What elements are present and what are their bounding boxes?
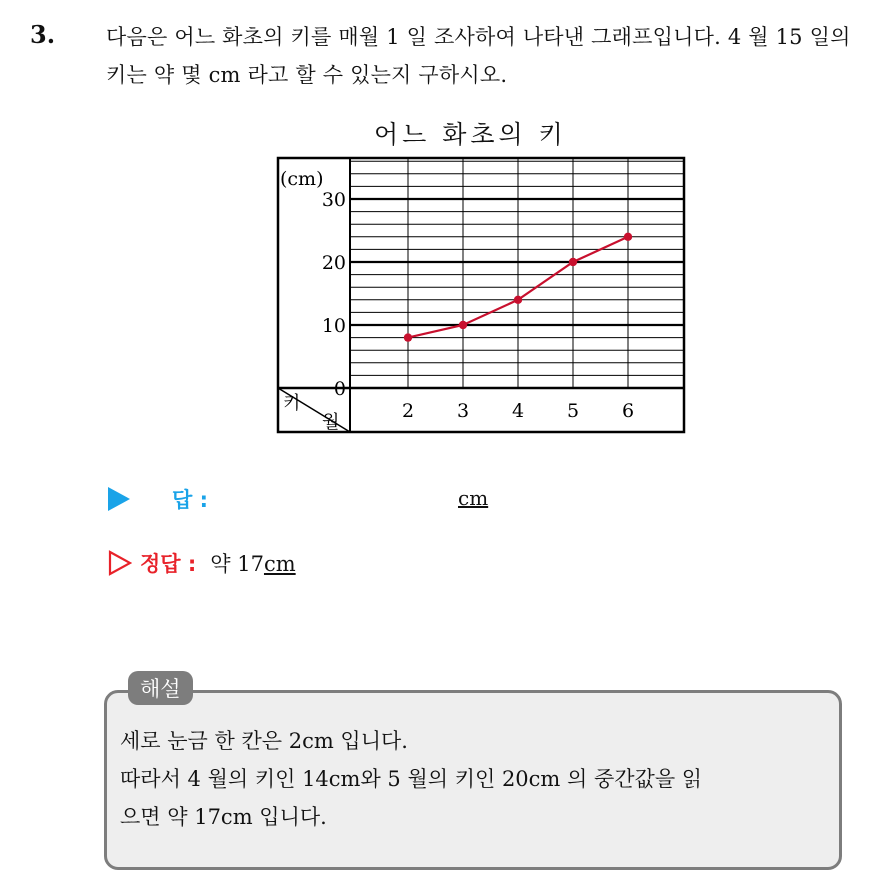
correct-unit: cm	[263, 552, 296, 576]
data-point	[624, 233, 632, 241]
y-tick-label: 10	[321, 315, 346, 337]
correct-value	[210, 548, 295, 578]
corner-top-label: 키	[283, 393, 301, 414]
answer-row	[108, 484, 208, 514]
explanation-tag: 해설	[128, 671, 193, 705]
x-tick-label: 4	[511, 400, 525, 422]
x-tick-label: 2	[401, 400, 415, 422]
y-tick-label: 0	[333, 378, 346, 400]
explanation-line: 세로 눈금 한 칸은 2cm 입니다.	[120, 729, 408, 753]
answer-label: 답 :	[172, 488, 208, 512]
outline-triangle-icon	[108, 550, 132, 576]
correct-prefix: 약 17	[210, 552, 264, 576]
x-tick-label: 6	[621, 400, 635, 422]
x-tick-label: 3	[456, 400, 470, 422]
data-point	[404, 333, 412, 341]
y-tick-label: 30	[321, 189, 346, 211]
explanation-line: 따라서 4 월의 키인 14cm와 5 월의 키인 20cm 의 중간값을 읽	[120, 767, 703, 791]
correct-label: 정답 :	[140, 552, 197, 576]
data-point	[459, 321, 467, 329]
question-number: 3.	[30, 20, 56, 49]
y-tick-label: 20	[321, 252, 346, 274]
explanation-text	[120, 722, 832, 836]
explanation-line: 으면 약 17cm 입니다.	[120, 805, 327, 829]
question-text: 다음은 어느 화초의 키를 매월 1 일 조사하여 나타낸 그래프입니다. 4 월 15 일의 키는 약 몇 cm 라고 할 수 있는지 구하시오.	[106, 25, 851, 87]
x-tick-label: 5	[566, 400, 580, 422]
chart-grid	[350, 158, 684, 388]
play-triangle-icon	[108, 487, 130, 511]
data-point	[514, 296, 522, 304]
y-unit-label: (cm)	[280, 168, 324, 190]
chart-title: 어느 화초의 키	[374, 120, 567, 149]
correct-answer-row	[108, 548, 296, 578]
answer-unit: cm	[458, 486, 489, 510]
corner-bottom-label: 월	[322, 412, 340, 433]
data-point	[569, 258, 577, 266]
